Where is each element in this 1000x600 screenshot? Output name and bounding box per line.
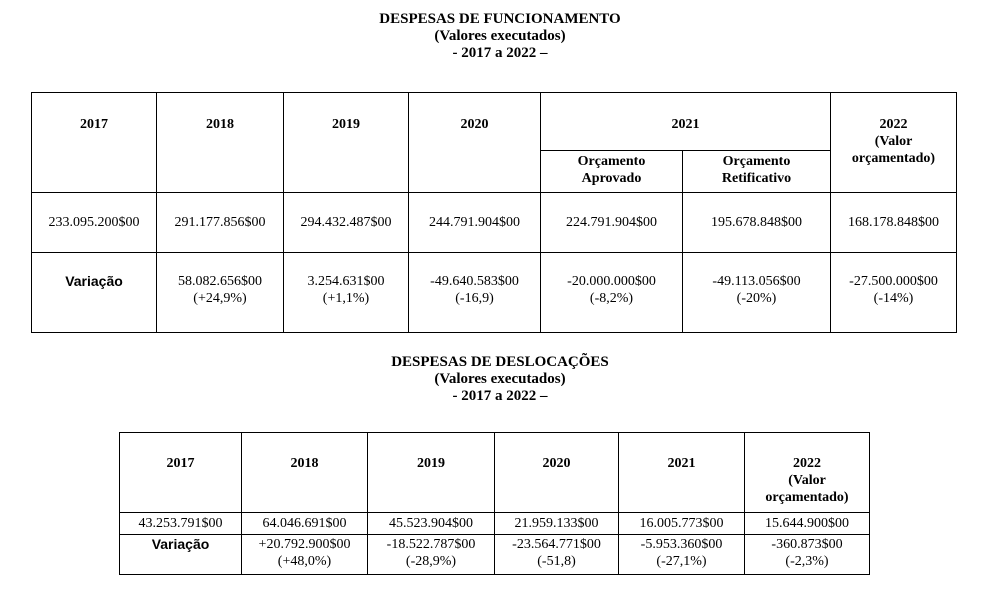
funcionamento-title-block	[0, 11, 1000, 62]
value-cell: 16.005.773$00	[619, 513, 745, 535]
variation-cell	[242, 535, 368, 575]
deslocacoes-title-block	[0, 354, 1000, 405]
value-cell: 244.791.904$00	[409, 193, 541, 253]
table-header-row	[120, 433, 870, 513]
variation-pct: (-51,8)	[537, 554, 576, 569]
value-cell: 195.678.848$00	[683, 193, 831, 253]
variation-pct: (-8,2%)	[589, 291, 634, 306]
funcionamento-table	[31, 92, 957, 333]
value-cell: 21.959.133$00	[495, 513, 619, 535]
variation-pct: (+1,1%)	[322, 291, 370, 306]
variation-pct: (+24,9%)	[193, 291, 247, 306]
table-values-row	[120, 513, 870, 535]
header-2020: 2020	[409, 93, 541, 193]
variation-amount: -20.000.000$00	[567, 274, 656, 289]
variation-amount: -27.500.000$00	[849, 274, 938, 289]
variation-amount: 3.254.631$00	[307, 274, 385, 289]
variation-cell	[619, 535, 745, 575]
variation-cell	[157, 253, 284, 333]
funcionamento-period: - 2017 a 2022 –	[452, 45, 548, 61]
value-cell: 64.046.691$00	[242, 513, 368, 535]
variation-amount: -49.640.583$00	[430, 274, 519, 289]
header-2022-note-1: (Valor	[788, 473, 826, 488]
variation-amount: -360.873$00	[771, 537, 843, 552]
header-2022-year: 2022	[879, 117, 908, 132]
variation-amount: +20.792.900$00	[258, 537, 351, 552]
deslocacoes-title: DESPESAS DE DESLOCAÇÕES	[391, 354, 609, 370]
value-cell: 15.644.900$00	[745, 513, 870, 535]
header-2021-aprovado	[541, 151, 683, 193]
table-header-row	[32, 93, 957, 151]
funcionamento-title: DESPESAS DE FUNCIONAMENTO	[379, 11, 621, 27]
header-retificativo-line2: Retificativo	[721, 171, 792, 186]
variation-pct: (+48,0%)	[277, 554, 332, 569]
header-2018: 2018	[242, 433, 368, 513]
variation-amount: 58.082.656$00	[178, 274, 262, 289]
variation-cell	[683, 253, 831, 333]
deslocacoes-subtitle: (Valores executados)	[434, 371, 566, 387]
funcionamento-subtitle: (Valores executados)	[434, 28, 566, 44]
header-2020: 2020	[495, 433, 619, 513]
value-cell: 294.432.487$00	[284, 193, 409, 253]
value-cell: 168.178.848$00	[831, 193, 957, 253]
value-cell: 224.791.904$00	[541, 193, 683, 253]
header-2021: 2021	[619, 433, 745, 513]
header-2022-year: 2022	[793, 456, 821, 471]
value-cell: 45.523.904$00	[368, 513, 495, 535]
header-2017: 2017	[32, 93, 157, 193]
header-2021-retificativo	[683, 151, 831, 193]
header-2017: 2017	[120, 433, 242, 513]
variation-amount: -49.113.056$00	[712, 274, 801, 289]
variation-cell	[831, 253, 957, 333]
header-2022-note-2: orçamentado)	[851, 151, 936, 166]
variation-pct: (-27,1%)	[656, 554, 707, 569]
value-cell: 233.095.200$00	[32, 193, 157, 253]
value-cell: 291.177.856$00	[157, 193, 284, 253]
header-2018: 2018	[157, 93, 284, 193]
header-2022	[831, 93, 957, 193]
header-2019: 2019	[368, 433, 495, 513]
header-2022-note-2: orçamentado)	[765, 490, 849, 505]
variation-pct: (-16,9)	[455, 291, 494, 306]
header-2021: 2021	[541, 93, 831, 151]
value-cell: 43.253.791$00	[120, 513, 242, 535]
variation-pct: (-20%)	[736, 291, 777, 306]
variation-cell	[368, 535, 495, 575]
variation-amount: -5.953.360$00	[640, 537, 723, 552]
table-values-row	[32, 193, 957, 253]
variation-pct: (-2,3%)	[785, 554, 829, 569]
variation-pct: (-28,9%)	[405, 554, 457, 569]
variation-cell	[495, 535, 619, 575]
variation-amount: -23.564.771$00	[512, 537, 601, 552]
variation-cell	[745, 535, 870, 575]
header-2022	[745, 433, 870, 513]
header-retificativo-line1: Orçamento	[722, 154, 791, 169]
header-aprovado-line2: Aprovado	[581, 171, 642, 186]
table-variation-row	[120, 535, 870, 575]
table-variation-row	[32, 253, 957, 333]
deslocacoes-table	[119, 432, 870, 575]
variation-cell	[541, 253, 683, 333]
header-2019: 2019	[284, 93, 409, 193]
variation-pct: (-14%)	[873, 291, 914, 306]
variation-cell	[284, 253, 409, 333]
variation-label: Variação	[120, 535, 242, 575]
variation-amount: -18.522.787$00	[386, 537, 476, 552]
header-2022-note-1: (Valor	[874, 134, 913, 149]
variation-label: Variação	[32, 253, 157, 333]
variation-cell	[409, 253, 541, 333]
deslocacoes-period: - 2017 a 2022 –	[452, 388, 548, 404]
header-aprovado-line1: Orçamento	[577, 154, 646, 169]
